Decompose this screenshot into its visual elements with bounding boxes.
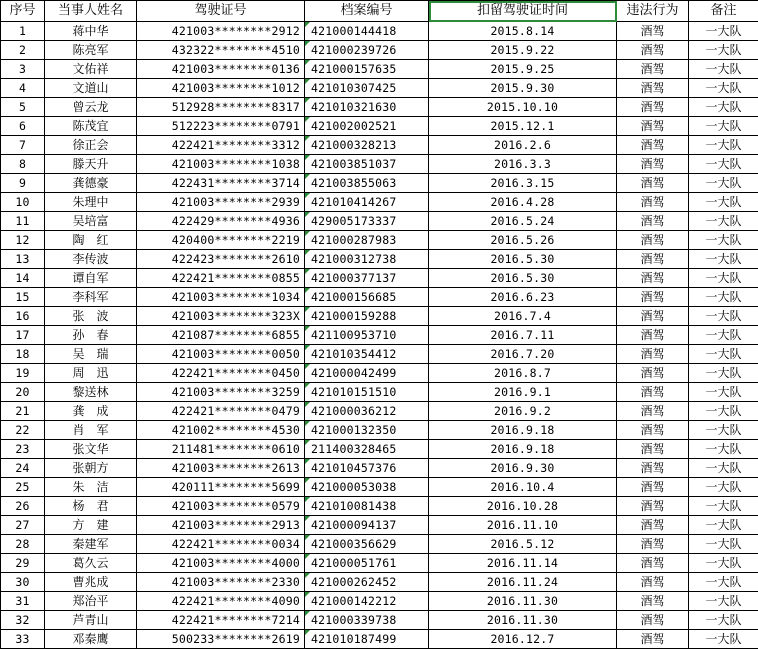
cell-seq[interactable]: 24	[1, 459, 45, 478]
cell-note[interactable]: 一大队	[689, 98, 758, 117]
cell-violation[interactable]: 酒驾	[617, 117, 689, 136]
cell-note[interactable]: 一大队	[689, 136, 758, 155]
cell-date[interactable]: 2016.6.23	[429, 288, 617, 307]
cell-date[interactable]: 2016.9.30	[429, 459, 617, 478]
cell-file[interactable]: 421000377137	[305, 269, 429, 288]
cell-license[interactable]: 421003********0050	[137, 345, 305, 364]
cell-date[interactable]: 2016.9.18	[429, 421, 617, 440]
cell-file[interactable]: 211400328465	[305, 440, 429, 459]
cell-license[interactable]: 432322********4510	[137, 41, 305, 60]
cell-note[interactable]: 一大队	[689, 459, 758, 478]
cell-seq[interactable]: 6	[1, 117, 45, 136]
cell-seq[interactable]: 16	[1, 307, 45, 326]
cell-violation[interactable]: 酒驾	[617, 231, 689, 250]
cell-date[interactable]: 2016.7.11	[429, 326, 617, 345]
table-row	[1, 478, 758, 497]
table-row	[1, 421, 758, 440]
cell-file[interactable]: 421000051761	[305, 554, 429, 573]
cell-violation[interactable]: 酒驾	[617, 383, 689, 402]
cell-note[interactable]: 一大队	[689, 402, 758, 421]
cell-note[interactable]: 一大队	[689, 364, 758, 383]
table-row	[1, 193, 758, 212]
cell-violation[interactable]: 酒驾	[617, 440, 689, 459]
cell-violation[interactable]: 酒驾	[617, 193, 689, 212]
cell-violation[interactable]: 酒驾	[617, 174, 689, 193]
table-row	[1, 497, 758, 516]
cell-date[interactable]: 2016.11.14	[429, 554, 617, 573]
cell-name[interactable]: 陈亮军	[45, 41, 137, 60]
cell-name[interactable]: 朱理中	[45, 193, 137, 212]
cell-seq[interactable]: 7	[1, 136, 45, 155]
table-row	[1, 136, 758, 155]
cell-license[interactable]: 422421********0479	[137, 402, 305, 421]
cell-license[interactable]: 422421********4090	[137, 592, 305, 611]
cell-violation[interactable]: 酒驾	[617, 535, 689, 554]
cell-seq[interactable]: 29	[1, 554, 45, 573]
table-row	[1, 22, 758, 41]
cell-file[interactable]: 421010187499	[305, 630, 429, 649]
table-row	[1, 231, 758, 250]
cell-file[interactable]: 421010321630	[305, 98, 429, 117]
cell-seq[interactable]: 1	[1, 22, 45, 41]
cell-note[interactable]: 一大队	[689, 307, 758, 326]
cell-license[interactable]: 420400********2219	[137, 231, 305, 250]
header-name[interactable]: 当事人姓名	[45, 1, 137, 22]
cell-violation[interactable]: 酒驾	[617, 478, 689, 497]
table-row	[1, 440, 758, 459]
cell-name[interactable]: 黎送林	[45, 383, 137, 402]
cell-violation[interactable]: 酒驾	[617, 326, 689, 345]
cell-seq[interactable]: 4	[1, 79, 45, 98]
cell-violation[interactable]: 酒驾	[617, 554, 689, 573]
cell-license[interactable]: 421003********2613	[137, 459, 305, 478]
cell-violation[interactable]: 酒驾	[617, 307, 689, 326]
cell-violation[interactable]: 酒驾	[617, 573, 689, 592]
cell-seq[interactable]: 12	[1, 231, 45, 250]
cell-name[interactable]: 郑治平	[45, 592, 137, 611]
cell-violation[interactable]: 酒驾	[617, 611, 689, 630]
cell-note[interactable]: 一大队	[689, 535, 758, 554]
cell-date[interactable]: 2016.11.30	[429, 611, 617, 630]
cell-date[interactable]: 2015.12.1	[429, 117, 617, 136]
cell-note[interactable]: 一大队	[689, 193, 758, 212]
cell-date[interactable]: 2016.8.7	[429, 364, 617, 383]
cell-seq[interactable]: 15	[1, 288, 45, 307]
cell-date[interactable]: 2016.9.18	[429, 440, 617, 459]
cell-note[interactable]: 一大队	[689, 269, 758, 288]
cell-name[interactable]: 蒋中华	[45, 22, 137, 41]
cell-date[interactable]: 2015.10.10	[429, 98, 617, 117]
table-row	[1, 288, 758, 307]
cell-license[interactable]: 211481********0610	[137, 440, 305, 459]
cell-date[interactable]: 2016.11.24	[429, 573, 617, 592]
cell-license[interactable]: 421003********1038	[137, 155, 305, 174]
cell-violation[interactable]: 酒驾	[617, 516, 689, 535]
cell-violation[interactable]: 酒驾	[617, 136, 689, 155]
cell-name[interactable]: 肖 军	[45, 421, 137, 440]
table-row	[1, 535, 758, 554]
cell-license[interactable]: 421087********6855	[137, 326, 305, 345]
table-body	[1, 22, 758, 649]
cell-date[interactable]: 2016.3.15	[429, 174, 617, 193]
cell-license[interactable]: 421003********0579	[137, 497, 305, 516]
cell-file[interactable]: 421000312738	[305, 250, 429, 269]
cell-seq[interactable]: 3	[1, 60, 45, 79]
table-row	[1, 212, 758, 231]
cell-date[interactable]: 2016.9.1	[429, 383, 617, 402]
cell-name[interactable]: 朱 洁	[45, 478, 137, 497]
cell-seq[interactable]: 13	[1, 250, 45, 269]
cell-license[interactable]: 421003********4000	[137, 554, 305, 573]
cell-file[interactable]: 421000159288	[305, 307, 429, 326]
cell-violation[interactable]: 酒驾	[617, 269, 689, 288]
cell-file[interactable]: 421000036212	[305, 402, 429, 421]
cell-seq[interactable]: 9	[1, 174, 45, 193]
cell-seq[interactable]: 26	[1, 497, 45, 516]
cell-violation[interactable]: 酒驾	[617, 592, 689, 611]
cell-file[interactable]: 421000262452	[305, 573, 429, 592]
cell-date[interactable]: 2016.5.26	[429, 231, 617, 250]
cell-name[interactable]: 张朝方	[45, 459, 137, 478]
table-row	[1, 307, 758, 326]
table-row	[1, 269, 758, 288]
cell-file[interactable]: 421010307425	[305, 79, 429, 98]
cell-seq[interactable]: 19	[1, 364, 45, 383]
cell-seq[interactable]: 11	[1, 212, 45, 231]
cell-date[interactable]: 2016.5.12	[429, 535, 617, 554]
cell-file[interactable]: 429005173337	[305, 212, 429, 231]
table-row	[1, 117, 758, 136]
cell-note[interactable]: 一大队	[689, 478, 758, 497]
cell-violation[interactable]: 酒驾	[617, 402, 689, 421]
cell-license[interactable]: 420111********5699	[137, 478, 305, 497]
cell-date[interactable]: 2016.9.2	[429, 402, 617, 421]
cell-name[interactable]: 方 建	[45, 516, 137, 535]
header-seq[interactable]: 序号	[1, 1, 45, 22]
cell-file[interactable]: 421000053038	[305, 478, 429, 497]
cell-violation[interactable]: 酒驾	[617, 288, 689, 307]
table-row	[1, 630, 758, 649]
cell-license[interactable]: 422421********0034	[137, 535, 305, 554]
cell-license[interactable]: 421003********3259	[137, 383, 305, 402]
table-row	[1, 98, 758, 117]
cell-note[interactable]: 一大队	[689, 174, 758, 193]
cell-name[interactable]: 吴培富	[45, 212, 137, 231]
cell-license[interactable]: 500233********2619	[137, 630, 305, 649]
cell-seq[interactable]: 25	[1, 478, 45, 497]
cell-note[interactable]: 一大队	[689, 155, 758, 174]
cell-file[interactable]: 421000328213	[305, 136, 429, 155]
cell-seq[interactable]: 14	[1, 269, 45, 288]
cell-violation[interactable]: 酒驾	[617, 497, 689, 516]
cell-name[interactable]: 李传波	[45, 250, 137, 269]
cell-license[interactable]: 422423********2610	[137, 250, 305, 269]
cell-seq[interactable]: 2	[1, 41, 45, 60]
cell-date[interactable]: 2015.8.14	[429, 22, 617, 41]
cell-file[interactable]: 421000239726	[305, 41, 429, 60]
cell-violation[interactable]: 酒驾	[617, 421, 689, 440]
cell-license[interactable]: 422421********0450	[137, 364, 305, 383]
header-violation[interactable]: 违法行为	[617, 1, 689, 22]
cell-note[interactable]: 一大队	[689, 611, 758, 630]
cell-seq[interactable]: 33	[1, 630, 45, 649]
cell-name[interactable]: 徐正会	[45, 136, 137, 155]
table-row	[1, 250, 758, 269]
cell-seq[interactable]: 17	[1, 326, 45, 345]
cell-license[interactable]: 422421********3312	[137, 136, 305, 155]
table-row	[1, 60, 758, 79]
cell-license[interactable]: 421003********1012	[137, 79, 305, 98]
table-row	[1, 326, 758, 345]
cell-name[interactable]: 陶 红	[45, 231, 137, 250]
cell-violation[interactable]: 酒驾	[617, 345, 689, 364]
cell-note[interactable]: 一大队	[689, 22, 758, 41]
cell-date[interactable]: 2016.2.6	[429, 136, 617, 155]
cell-date[interactable]: 2016.11.10	[429, 516, 617, 535]
cell-file[interactable]: 421000356629	[305, 535, 429, 554]
cell-date[interactable]: 2016.5.24	[429, 212, 617, 231]
table-row	[1, 611, 758, 630]
cell-name[interactable]: 葛久云	[45, 554, 137, 573]
cell-violation[interactable]: 酒驾	[617, 212, 689, 231]
cell-name[interactable]: 邓秦鹰	[45, 630, 137, 649]
cell-seq[interactable]: 18	[1, 345, 45, 364]
cell-file[interactable]: 421000287983	[305, 231, 429, 250]
cell-file[interactable]: 421000042499	[305, 364, 429, 383]
cell-name[interactable]: 张文华	[45, 440, 137, 459]
cell-name[interactable]: 文佑祥	[45, 60, 137, 79]
cell-license[interactable]: 421003********2912	[137, 22, 305, 41]
cell-file[interactable]: 421010151510	[305, 383, 429, 402]
table-row	[1, 516, 758, 535]
table-row	[1, 592, 758, 611]
cell-date[interactable]: 2016.5.30	[429, 269, 617, 288]
cell-name[interactable]: 周 迅	[45, 364, 137, 383]
cell-file[interactable]: 421000132350	[305, 421, 429, 440]
cell-violation[interactable]: 酒驾	[617, 41, 689, 60]
cell-seq[interactable]: 32	[1, 611, 45, 630]
table-row	[1, 383, 758, 402]
cell-file[interactable]: 421003855063	[305, 174, 429, 193]
table-row	[1, 364, 758, 383]
cell-license[interactable]: 422429********4936	[137, 212, 305, 231]
cell-note[interactable]: 一大队	[689, 345, 758, 364]
table-row	[1, 41, 758, 60]
cell-violation[interactable]: 酒驾	[617, 364, 689, 383]
cell-note[interactable]: 一大队	[689, 60, 758, 79]
cell-date[interactable]: 2015.9.25	[429, 60, 617, 79]
cell-seq[interactable]: 28	[1, 535, 45, 554]
table-row	[1, 345, 758, 364]
header-row	[1, 1, 758, 22]
cell-note[interactable]: 一大队	[689, 117, 758, 136]
cell-license[interactable]: 422421********7214	[137, 611, 305, 630]
cell-violation[interactable]: 酒驾	[617, 155, 689, 174]
header-note[interactable]: 备注	[689, 1, 758, 22]
cell-seq[interactable]: 27	[1, 516, 45, 535]
cell-seq[interactable]: 21	[1, 402, 45, 421]
cell-date[interactable]: 2016.11.30	[429, 592, 617, 611]
cell-file[interactable]: 421010457376	[305, 459, 429, 478]
cell-date[interactable]: 2016.12.7	[429, 630, 617, 649]
cell-note[interactable]: 一大队	[689, 440, 758, 459]
cell-note[interactable]: 一大队	[689, 79, 758, 98]
cell-date[interactable]: 2015.9.22	[429, 41, 617, 60]
cell-violation[interactable]: 酒驾	[617, 98, 689, 117]
cell-seq[interactable]: 10	[1, 193, 45, 212]
cell-file[interactable]: 421000339738	[305, 611, 429, 630]
header-file[interactable]: 档案编号	[305, 1, 429, 22]
cell-file[interactable]: 421002002521	[305, 117, 429, 136]
cell-file[interactable]: 421000157635	[305, 60, 429, 79]
cell-note[interactable]: 一大队	[689, 231, 758, 250]
cell-note[interactable]: 一大队	[689, 497, 758, 516]
cell-name[interactable]: 秦建军	[45, 535, 137, 554]
cell-name[interactable]: 李科军	[45, 288, 137, 307]
cell-file[interactable]: 421010081438	[305, 497, 429, 516]
cell-license[interactable]: 421003********1034	[137, 288, 305, 307]
cell-license[interactable]: 421003********2939	[137, 193, 305, 212]
cell-name[interactable]: 芦青山	[45, 611, 137, 630]
cell-name[interactable]: 陈茂宜	[45, 117, 137, 136]
cell-note[interactable]: 一大队	[689, 288, 758, 307]
cell-license[interactable]: 421002********4530	[137, 421, 305, 440]
cell-seq[interactable]: 22	[1, 421, 45, 440]
cell-violation[interactable]: 酒驾	[617, 22, 689, 41]
cell-note[interactable]: 一大队	[689, 383, 758, 402]
cell-license[interactable]: 512928********8317	[137, 98, 305, 117]
table-row	[1, 554, 758, 573]
cell-name[interactable]: 杨 君	[45, 497, 137, 516]
cell-file[interactable]: 421000142212	[305, 592, 429, 611]
cell-file[interactable]: 421010354412	[305, 345, 429, 364]
cell-license[interactable]: 512223********0791	[137, 117, 305, 136]
cell-name[interactable]: 张 波	[45, 307, 137, 326]
cell-file[interactable]: 421010414267	[305, 193, 429, 212]
cell-name[interactable]: 谭自军	[45, 269, 137, 288]
cell-license[interactable]: 422431********3714	[137, 174, 305, 193]
cell-date[interactable]: 2016.10.4	[429, 478, 617, 497]
table-row	[1, 459, 758, 478]
cell-violation[interactable]: 酒驾	[617, 630, 689, 649]
table-row	[1, 573, 758, 592]
cell-name[interactable]: 曹兆成	[45, 573, 137, 592]
cell-note[interactable]: 一大队	[689, 630, 758, 649]
cell-name[interactable]: 滕天升	[45, 155, 137, 174]
cell-violation[interactable]: 酒驾	[617, 250, 689, 269]
cell-license[interactable]: 421003********2330	[137, 573, 305, 592]
header-license[interactable]: 驾驶证号	[137, 1, 305, 22]
cell-name[interactable]: 文道山	[45, 79, 137, 98]
cell-date[interactable]: 2016.7.20	[429, 345, 617, 364]
cell-license[interactable]: 421003********2913	[137, 516, 305, 535]
cell-name[interactable]: 龚 成	[45, 402, 137, 421]
cell-file[interactable]: 421000094137	[305, 516, 429, 535]
cell-violation[interactable]: 酒驾	[617, 79, 689, 98]
cell-note[interactable]: 一大队	[689, 592, 758, 611]
header-date[interactable]: 扣留驾驶证时间	[429, 1, 617, 22]
cell-seq[interactable]: 20	[1, 383, 45, 402]
cell-note[interactable]: 一大队	[689, 41, 758, 60]
cell-note[interactable]: 一大队	[689, 250, 758, 269]
table-row	[1, 155, 758, 174]
cell-license[interactable]: 421003********0136	[137, 60, 305, 79]
cell-violation[interactable]: 酒驾	[617, 60, 689, 79]
cell-note[interactable]: 一大队	[689, 212, 758, 231]
cell-file[interactable]: 421000144418	[305, 22, 429, 41]
cell-file[interactable]: 421000156685	[305, 288, 429, 307]
cell-date[interactable]: 2015.9.30	[429, 79, 617, 98]
cell-violation[interactable]: 酒驾	[617, 459, 689, 478]
cell-name[interactable]: 曾云龙	[45, 98, 137, 117]
table-row	[1, 402, 758, 421]
cell-note[interactable]: 一大队	[689, 421, 758, 440]
cell-seq[interactable]: 23	[1, 440, 45, 459]
cell-note[interactable]: 一大队	[689, 516, 758, 535]
cell-date[interactable]: 2016.10.28	[429, 497, 617, 516]
table-row	[1, 174, 758, 193]
table-row	[1, 79, 758, 98]
cell-name[interactable]: 吴 瑞	[45, 345, 137, 364]
cell-name[interactable]: 孙 春	[45, 326, 137, 345]
cell-seq[interactable]: 8	[1, 155, 45, 174]
cell-file[interactable]: 421100953710	[305, 326, 429, 345]
cell-date[interactable]: 2016.4.28	[429, 193, 617, 212]
cell-date[interactable]: 2016.3.3	[429, 155, 617, 174]
cell-name[interactable]: 龚德豪	[45, 174, 137, 193]
cell-seq[interactable]: 31	[1, 592, 45, 611]
cell-note[interactable]: 一大队	[689, 326, 758, 345]
cell-file[interactable]: 421003851037	[305, 155, 429, 174]
cell-license[interactable]: 422421********0855	[137, 269, 305, 288]
cell-license[interactable]: 421003********323X	[137, 307, 305, 326]
cell-seq[interactable]: 30	[1, 573, 45, 592]
cell-note[interactable]: 一大队	[689, 554, 758, 573]
cell-note[interactable]: 一大队	[689, 573, 758, 592]
cell-seq[interactable]: 5	[1, 98, 45, 117]
cell-date[interactable]: 2016.5.30	[429, 250, 617, 269]
cell-date[interactable]: 2016.7.4	[429, 307, 617, 326]
